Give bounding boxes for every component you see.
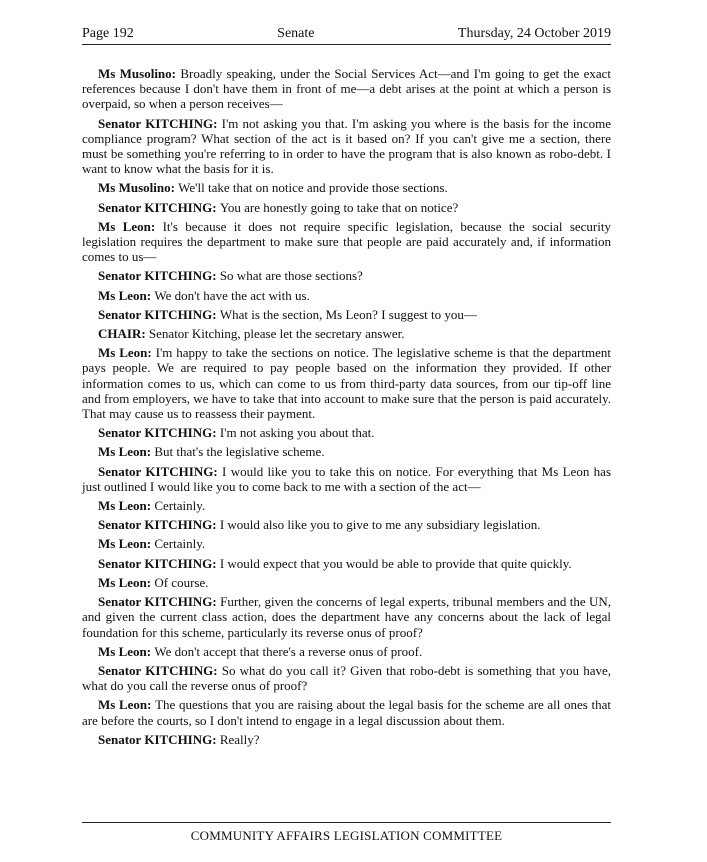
speaker-name: Senator KITCHING: bbox=[98, 425, 217, 441]
speaker-name: Senator KITCHING: bbox=[98, 555, 217, 571]
speaker-name: Senator KITCHING: bbox=[98, 594, 217, 610]
speech-text: I'm not asking you that. I'm asking you where is the basis for the income compliance program? What section of the act is it based on? If you can't give me a section, there must be something you're referring to in order to have the program that is also known as robo-debt. I want to know what the basis for it is. bbox=[82, 115, 611, 177]
speech-text: You are honestly going to take that on notice? bbox=[219, 199, 459, 215]
speech-text: Broadly speaking, under the Social Services Act—and I'm going to get the exact references because I don't have them in front of me—a debt arises at the point at which a person is overpaid, so when a person receives— bbox=[82, 66, 612, 112]
page-number: Page 192 bbox=[82, 26, 134, 41]
speech-text: I would expect that you would be able to provide that quite quickly. bbox=[219, 555, 572, 571]
speaker-name: Ms Leon: bbox=[98, 643, 152, 659]
speaker-name: Senator KITCHING: bbox=[98, 115, 218, 131]
transcript-paragraph bbox=[82, 326, 611, 341]
page-header bbox=[82, 18, 611, 45]
chamber-name: Senate bbox=[277, 26, 315, 41]
speech-text: I'm happy to take the sections on notice. The legislative scheme is that the department pays people. We are required to pay people based on the information they provided. If other information comes to us, which can come to us from third-party data sources, from our tip-off line and from employers, we have to take that into account to make sure that the person is paid accurately. That may cause us to reassess their payment. bbox=[82, 345, 611, 422]
transcript-paragraph bbox=[82, 464, 611, 494]
speech-text: So what do you call it? Given that robo-debt is something that you have, what do you call the reverse onus of proof? bbox=[82, 662, 612, 694]
transcript-paragraph bbox=[82, 536, 611, 551]
transcript-paragraph bbox=[82, 517, 611, 532]
speaker-name: Ms Leon: bbox=[98, 218, 156, 234]
transcript-paragraph bbox=[82, 732, 611, 747]
speech-text: But that's the legislative scheme. bbox=[154, 444, 325, 460]
speech-text: The questions that you are raising about the legal basis for the scheme are all ones that are before the courts, so I don't intend to engage in a legal discussion about them. bbox=[82, 697, 611, 728]
speaker-name: Ms Leon: bbox=[98, 287, 152, 303]
hansard-date: Thursday, 24 October 2019 bbox=[457, 26, 611, 41]
speech-text: We don't have the act with us. bbox=[154, 287, 310, 303]
speaker-name: Ms Leon: bbox=[98, 574, 152, 590]
speaker-name: Senator KITCHING: bbox=[98, 731, 217, 747]
speech-text: What is the section, Ms Leon? I suggest to you— bbox=[219, 306, 477, 322]
speaker-name: CHAIR: bbox=[98, 326, 146, 342]
transcript-paragraph bbox=[82, 556, 611, 571]
speech-text: Of course. bbox=[154, 574, 209, 590]
speaker-name: Senator KITCHING: bbox=[98, 463, 218, 479]
transcript-paragraph bbox=[82, 697, 611, 727]
transcript-paragraph bbox=[82, 66, 611, 112]
speech-text: I'm not asking you about that. bbox=[219, 425, 375, 441]
transcript-paragraph bbox=[82, 575, 611, 590]
speech-text: Certainly. bbox=[154, 498, 206, 514]
speaker-name: Ms Leon: bbox=[98, 444, 152, 460]
transcript-paragraph bbox=[82, 200, 611, 215]
speaker-name: Senator KITCHING: bbox=[98, 517, 217, 533]
speaker-name: Ms Leon: bbox=[98, 345, 152, 361]
transcript-paragraph bbox=[82, 594, 611, 640]
speech-text: Further, given the concerns of legal experts, tribunal members and the UN, and given the current class action, does the department have any concerns about the lack of legal foundation for this scheme, particularly its reverse onus of proof? bbox=[82, 594, 612, 640]
speaker-name: Ms Leon: bbox=[98, 498, 152, 514]
speech-text: So what are those sections? bbox=[219, 268, 363, 284]
transcript-paragraph bbox=[82, 345, 611, 421]
speech-text: I would like you to take this on notice. For everything that Ms Leon has just outlined I would like you to come back to me with a section of the act— bbox=[82, 463, 612, 494]
speaker-name: Senator KITCHING: bbox=[98, 268, 217, 284]
transcript-paragraph bbox=[82, 498, 611, 513]
speech-text: We don't accept that there's a reverse onus of proof. bbox=[154, 643, 423, 659]
transcript-paragraph bbox=[82, 116, 611, 177]
speech-text: We'll take that on notice and provide those sections. bbox=[178, 180, 448, 196]
speaker-name: Senator KITCHING: bbox=[98, 662, 218, 678]
transcript-paragraph bbox=[82, 268, 611, 283]
speaker-name: Ms Leon: bbox=[98, 697, 152, 713]
committee-name: COMMUNITY AFFAIRS LEGISLATION COMMITTEE bbox=[190, 828, 503, 843]
speech-text: Really? bbox=[219, 731, 260, 747]
transcript-paragraph bbox=[82, 663, 611, 693]
transcript-paragraph bbox=[82, 307, 611, 322]
transcript-paragraph bbox=[82, 425, 611, 440]
transcript-paragraph bbox=[82, 444, 611, 459]
page-footer bbox=[82, 822, 611, 844]
speech-text: Senator Kitching, please let the secretary answer. bbox=[148, 326, 405, 342]
transcript-body bbox=[82, 66, 611, 751]
transcript-paragraph bbox=[82, 644, 611, 659]
speaker-name: Ms Leon: bbox=[98, 536, 152, 552]
transcript-paragraph bbox=[82, 180, 611, 195]
speech-text: Certainly. bbox=[154, 536, 206, 552]
speaker-name: Senator KITCHING: bbox=[98, 199, 217, 215]
speaker-name: Ms Musolino: bbox=[98, 180, 175, 196]
speaker-name: Senator KITCHING: bbox=[98, 306, 217, 322]
speaker-name: Ms Musolino: bbox=[98, 66, 176, 81]
transcript-paragraph bbox=[82, 288, 611, 303]
transcript-paragraph bbox=[82, 219, 611, 265]
speech-text: It's because it does not require specific legislation, because the social security legislation requires the department to make sure that people are paid accurately and, if information comes to us— bbox=[82, 218, 611, 265]
speech-text: I would also like you to give to me any subsidiary legislation. bbox=[219, 517, 541, 533]
